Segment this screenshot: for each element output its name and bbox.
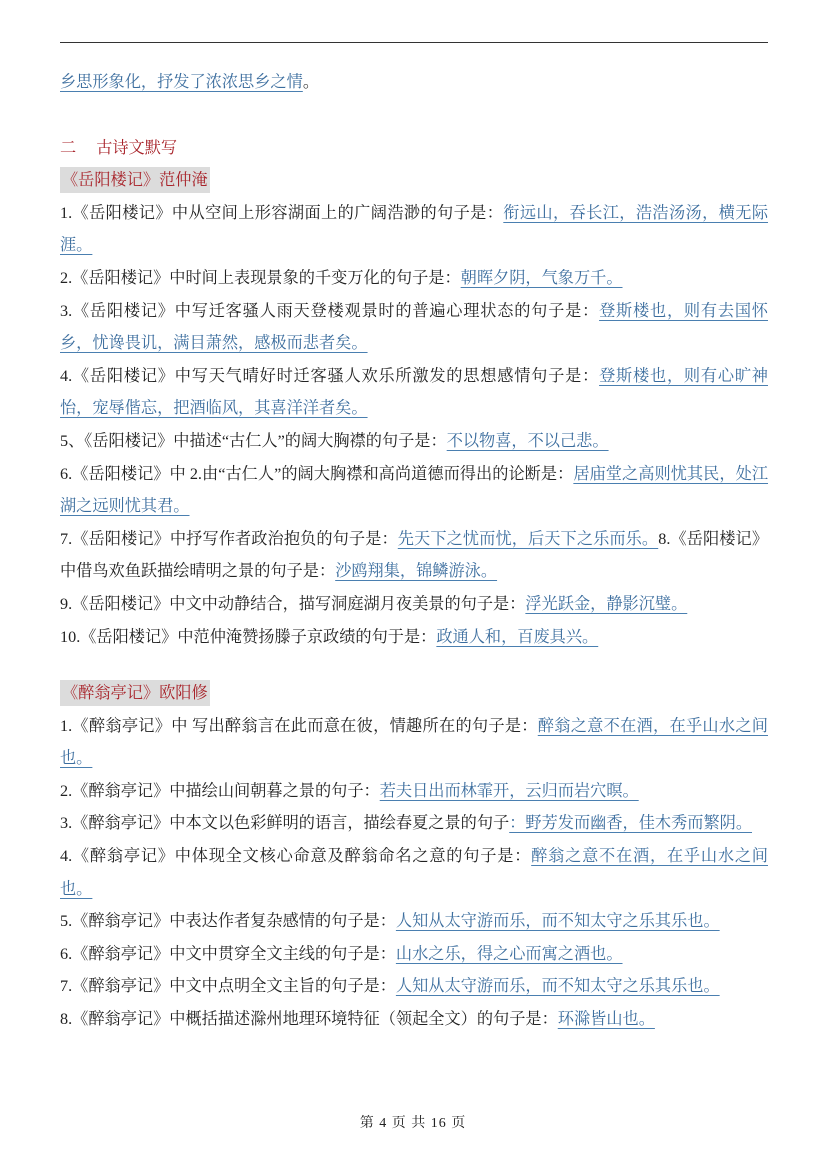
answer-text: 浮光跃金，静影沉璧。 <box>525 594 688 613</box>
question-text: 8.《岳阳楼记》中借鸟欢鱼跃描绘晴明之景的句子是： <box>60 529 769 581</box>
answer-text: 朝晖夕阴，气象万千。 <box>460 268 623 287</box>
list-item <box>60 295 768 360</box>
section-title: 《岳阳楼记》范仲淹 <box>60 167 210 193</box>
answer-text: 登斯楼也，则有心旷神怡，宠辱偕忘，把酒临风，其喜洋洋者矣。 <box>60 366 768 418</box>
answer-text: 醉翁之意不在酒，在乎山水之间也。 <box>60 716 768 768</box>
answer-text: 不以物喜，不以己悲。 <box>446 431 609 450</box>
question-text: 1.《岳阳楼记》中从空间上形容湖面上的广阔浩渺的句子是： <box>60 203 504 222</box>
list-item <box>60 425 768 458</box>
question-text: 6.《醉翁亭记》中文中贯穿全文主线的句子是： <box>60 944 396 963</box>
list-item <box>60 938 768 971</box>
list-item <box>60 262 768 295</box>
question-text: 4.《岳阳楼记》中写天气晴好时迁客骚人欢乐所激发的思想感情句子是： <box>60 366 600 385</box>
question-text: 7.《岳阳楼记》中抒写作者政治抱负的句子是： <box>60 529 398 548</box>
answer-text: 衔远山，吞长江，浩浩汤汤，横无际涯。 <box>60 203 769 255</box>
list-item <box>60 840 768 905</box>
section-yueyanglou <box>60 164 768 653</box>
question-text: 10.《岳阳楼记》中范仲淹赞扬滕子京政绩的句于是： <box>60 627 437 646</box>
document-body <box>60 66 768 1036</box>
list-item <box>60 621 768 654</box>
question-text: 二 <box>60 138 77 157</box>
list-item <box>60 807 768 840</box>
question-text: 1.《醉翁亭记》中 写出醉翁言在此而意在彼，情趣所在的句子是： <box>60 716 538 735</box>
section-title: 《醉翁亭记》欧阳修 <box>60 680 210 706</box>
question-text: 4.《醉翁亭记》中体现全文核心命意及醉翁命名之意的句子是： <box>60 847 532 866</box>
list-item <box>60 588 768 621</box>
answer-text: 先天下之忧而忧，后天下之乐而乐。 <box>397 529 659 548</box>
question-text: 古诗文默写 <box>96 138 178 157</box>
question-text: 2.《岳阳楼记》中时间上表现景象的千变万化的句子是： <box>60 268 461 287</box>
list-item <box>60 360 768 425</box>
question-text: 5.《醉翁亭记》中表达作者复杂感情的句子是： <box>60 912 396 931</box>
answer-text: 沙鸥翔集，锦鳞游泳。 <box>335 562 498 581</box>
list-item <box>60 197 768 262</box>
answer-text: 山水之乐，得之心而寓之酒也。 <box>395 944 623 963</box>
answer-text: 人知从太守游而乐，而不知太守之乐其乐也。 <box>395 977 720 996</box>
question-text: 。 <box>302 73 319 91</box>
question-text: 3.《岳阳楼记》中写迁客骚人雨天登楼观景时的普遍心理状态的句子是： <box>60 301 600 320</box>
answer-text: 居庙堂之高则忧其民，处江湖之远则忧其君。 <box>60 464 769 516</box>
section-heading <box>60 132 768 165</box>
list-item <box>60 970 768 1003</box>
answer-text: 环滁皆山也。 <box>557 1010 655 1029</box>
page-number: 第 4 页 共 16 页 <box>359 1116 467 1131</box>
list-item <box>60 458 768 523</box>
answer-text: 若夫日出而林霏开，云归而岩穴暝。 <box>379 781 639 800</box>
answer-text: 登斯楼也，则有去国怀乡，忧谗畏讥，满目萧然，感极而悲者矣。 <box>60 301 768 353</box>
answer-text: 政通人和，百废具兴。 <box>436 627 599 646</box>
list-item <box>60 710 768 775</box>
question-text: 9.《岳阳楼记》中文中动静结合，描写洞庭湖月夜美景的句子是： <box>60 594 526 613</box>
list-item <box>60 775 768 808</box>
header-rule <box>60 42 768 43</box>
answer-text: 醉翁之意不在酒，在乎山水之间也。 <box>60 847 768 898</box>
section-zuiwengting <box>60 677 768 1036</box>
question-text: 5、《岳阳楼记》中描述“古仁人”的阔大胸襟的句子是： <box>60 431 447 450</box>
question-text: 3.《醉翁亭记》中本文以色彩鲜明的语言，描绘春夏之景的句子 <box>60 814 510 833</box>
list-item <box>60 905 768 938</box>
answer-text: ：野芳发而幽香，佳木秀而繁阴。 <box>509 814 753 833</box>
list-item <box>60 1003 768 1036</box>
intro-tail <box>60 66 768 99</box>
answer-text: 人知从太守游而乐，而不知太守之乐其乐也。 <box>395 912 720 931</box>
question-text: 6.《岳阳楼记》中 2.由“古仁人”的阔大胸襟和高尚道德而得出的论断是： <box>60 464 574 483</box>
question-text: 7.《醉翁亭记》中文中点明全文主旨的句子是： <box>60 977 396 996</box>
question-text: 8.《醉翁亭记》中概括描述滁州地理环境特征（领起全文）的句子是： <box>60 1010 558 1029</box>
question-text: 2.《醉翁亭记》中描绘山间朝暮之景的句子： <box>60 781 380 800</box>
list-item <box>60 523 768 588</box>
answer-text: 乡思形象化，抒发了浓浓思乡之情 <box>60 73 303 91</box>
